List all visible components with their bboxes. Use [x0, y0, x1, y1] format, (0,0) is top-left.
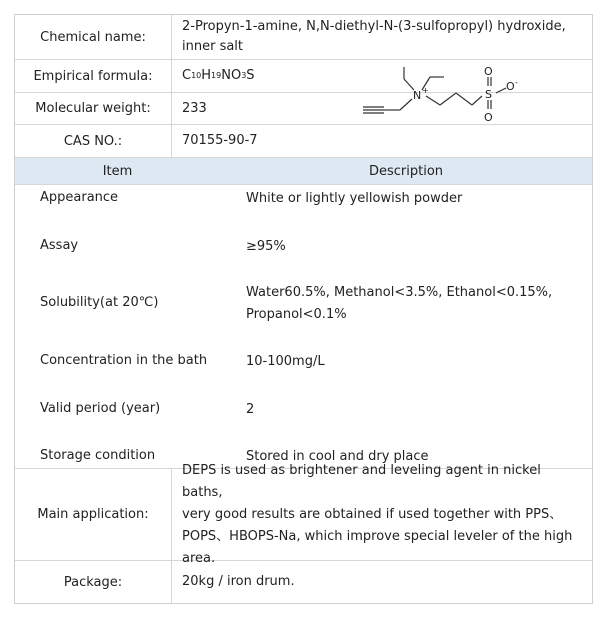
chemical-name-line-1: 2-Propyn-1-amine, N,N-diethyl-N-(3-sulfopropyl) hydroxide,: [182, 19, 566, 34]
cas-label: CAS NO.:: [15, 125, 172, 157]
header-description: Description: [368, 163, 444, 179]
property-value: ≥95%: [246, 239, 286, 254]
structure-sulfur: S: [485, 88, 492, 101]
property-name: Valid period (year): [40, 401, 161, 416]
formula-c: C: [182, 68, 192, 83]
header-item: Item: [102, 163, 133, 179]
property-value: White or lightly yellowish powder: [246, 191, 463, 206]
molecular-weight-value: 233: [182, 100, 207, 116]
chemical-name-row: [15, 15, 592, 60]
structure-oxygen-right: O: [506, 80, 515, 93]
property-value-line-1: Water60.5%, Methanol<3.5%, Ethanol<0.15%,: [246, 285, 553, 300]
cas-value: 70155-90-7: [182, 133, 258, 148]
formula-c-count: 10: [191, 71, 202, 80]
spec-table-header: [15, 158, 592, 185]
spec-table-body: [15, 185, 592, 469]
property-row-solubility: [15, 285, 592, 337]
product-spec-sheet: [14, 14, 593, 604]
main-application-line-4: area.: [182, 550, 216, 566]
chemical-structure-diagram: [360, 63, 530, 133]
property-row-appearance: [15, 188, 592, 210]
main-application-line-3: POPS、HBOPS-Na, which improve special leveler of the high: [182, 528, 573, 544]
property-name: Concentration in the bath: [40, 353, 208, 368]
formula-o-count: 3: [241, 71, 247, 80]
property-value: 2: [246, 402, 255, 417]
formula-s: S: [246, 68, 255, 83]
formula-no: NO: [221, 68, 242, 83]
chemical-name-line-2: inner salt: [182, 39, 244, 54]
empirical-formula-label: Empirical formula:: [15, 60, 172, 92]
package-label: Package:: [15, 561, 172, 603]
main-application-label: Main application:: [15, 469, 172, 560]
structure-oxygen-top: O: [484, 65, 493, 78]
structure-nitrogen-charge: +: [422, 86, 429, 95]
main-application-value: [182, 462, 584, 566]
property-name: Storage condition: [40, 448, 156, 463]
molecular-weight-label: Molecular weight:: [15, 93, 172, 124]
property-row-valid-period: [15, 399, 592, 421]
package-value: 20kg / iron drum.: [182, 574, 295, 589]
structure-oxygen-charge: -: [515, 78, 518, 87]
property-value-line-2: Propanol<0.1%: [246, 307, 347, 322]
chemical-name-value: [182, 15, 584, 59]
property-value: Stored in cool and dry place: [246, 449, 429, 464]
structure-oxygen-bottom: O: [484, 111, 493, 124]
property-name: Appearance: [40, 190, 119, 205]
package-row: [15, 561, 592, 603]
structure-nitrogen: N: [413, 89, 422, 102]
chemical-name-label: Chemical name:: [15, 15, 172, 59]
main-application-line-1: DEPS is used as brightener and leveling agent in nickel baths,: [182, 462, 541, 500]
property-row-assay: [15, 236, 592, 258]
property-name: Solubility(at 20℃): [40, 295, 159, 310]
formula-h: H: [201, 68, 212, 83]
property-value: 10-100mg/L: [246, 354, 325, 369]
property-name: Assay: [40, 238, 79, 253]
formula-h-count: 19: [211, 71, 222, 80]
property-row-concentration: [15, 351, 592, 373]
main-application-row: [15, 462, 592, 566]
main-application-line-2: very good results are obtained if used together with PPS、: [182, 506, 563, 522]
